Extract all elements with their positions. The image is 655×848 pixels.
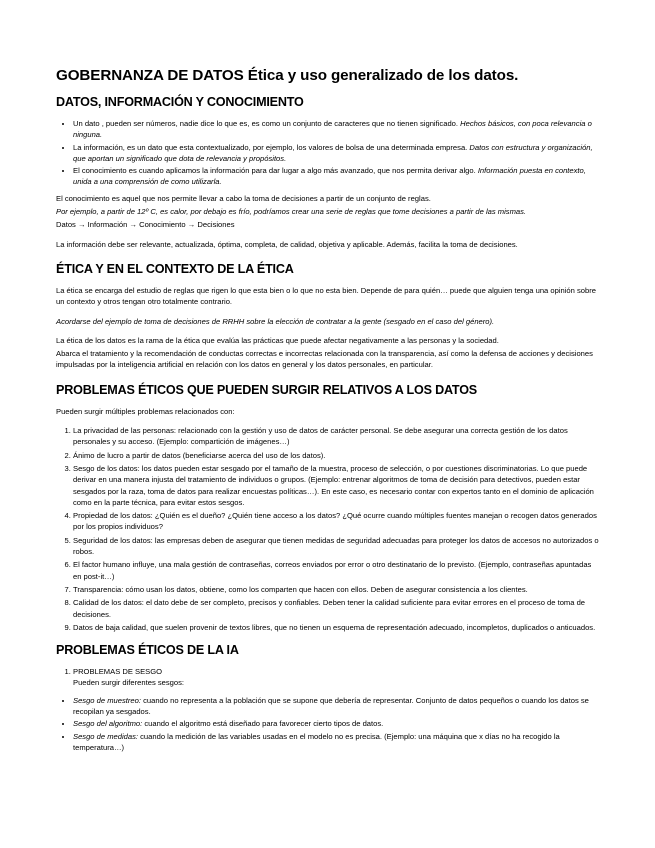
section-heading-problemas-ia: PROBLEMAS ÉTICOS DE LA IA	[56, 643, 239, 658]
section-heading-etica: ÉTICA Y EN EL CONTEXTO DE LA ÉTICA	[56, 261, 294, 276]
list-item: 2. Ánimo de lucro a partir de datos (beneficiarse acerca del uso de los datos).	[73, 450, 601, 461]
list-item: • El conocimiento es cuando aplicamos la información para dar lugar a algo más avanzado, que nos permita derivar algo. Información puesta en contexto, unida a una comprensión de como utilizarla.	[73, 165, 601, 188]
list-item-title: PROBLEMAS DE SESGO	[73, 667, 163, 677]
section-heading-datos: DATOS, INFORMACIÓN Y CONOCIMIENTO	[56, 95, 304, 109]
document-title: GOBERNANZA DE DATOS Ética y uso generalizado de los datos.	[56, 67, 519, 84]
paragraph: La ética se encarga del estudio de reglas que rigen lo que esta bien o lo que no esta bien. Depende de para quién… puede que alguien tenga una opinión sobre un contexto y otros tengan otro totalmente contrario.	[56, 285, 596, 307]
paragraph: Por ejemplo, a partir de 12º C, es calor, por debajo es frío, podríamos crear una serie de reglas que tome decisiones a partir de las mismas.	[56, 207, 527, 217]
paragraph: Datos → Información → Conocimiento → Decisiones	[56, 220, 235, 230]
list-item: • Sesgo de muestreo: cuando no representa a la población que se supone que debería de representar. Conjunto de datos pequeños o cuando los datos se recopilan ya sesgados.	[73, 695, 601, 718]
numbered-list-problemas	[56, 425, 601, 633]
document-page	[56, 66, 601, 758]
paragraph: La información debe ser relevante, actualizada, óptima, completa, de calidad, objetiva y aplicable. Además, facilita la toma de decisiones.	[56, 239, 518, 249]
list-item	[73, 666, 601, 689]
paragraph: Acordarse del ejemplo de toma de decisiones de RRHH sobre la elección de contratar a la gente (sesgado en el caso del género).	[56, 316, 495, 326]
list-item: 4. Propiedad de los datos: ¿Quién es el dueño? ¿Quién tiene acceso a los datos? ¿Qué ocurre cuando múltiples fuentes manejan o recogen datos generados por los propios individuos?	[73, 510, 601, 533]
section-heading-problemas-datos: PROBLEMAS ÉTICOS QUE PUEDEN SURGIR RELATIVOS A LOS DATOS	[56, 382, 477, 397]
list-item: 1. La privacidad de las personas: relacionado con la gestión y uso de datos de carácter personal. Se debe asegurar una correcta gestión de los datos personales y su acceso. (Ejemplo: compartición de imágenes…)	[73, 425, 601, 448]
list-item: 6. El factor humano influye, una mala gestión de contraseñas, correos enviados por error o otro destinatario de lo previsto. (Ejemplo, contraseñas apuntadas en post-it…)	[73, 559, 601, 582]
paragraph: El conocimiento es aquel que nos permite llevar a cabo la toma de decisiones a partir de un conjunto de reglas.	[56, 193, 431, 203]
list-item: 9. Datos de baja calidad, que suelen provenir de textos libres, que no tienen un esquema de representación adecuado, incompletos, duplicados o anticuados.	[73, 622, 601, 633]
list-item: 3. Sesgo de los datos: los datos pueden estar sesgado por el tamaño de la muestra, proceso de selección, o por cuestiones discriminatorias. Lo que puede derivar en una manera injusta del tratamiento de individuos o grupos. (Ejemplo: entrenar algoritmos de toma de decisión para detectivos, pueden estar sesgados por la raza, toma de datos para realizar encuestas políticas…). En este caso, es necesario contar con expertos tanto en el dominio de aplicación como en la parte técnica, para evitar estos sesgos.	[73, 463, 601, 508]
list-item: • Sesgo de medidas: cuando la medición de las variables usadas en el modelo no es precisa. (Ejemplo: una máquina que x días no ha recogido la temperatura…)	[73, 731, 601, 754]
paragraph: La ética de los datos es la rama de la ética que evalúa las prácticas que puede afectar negativamente a las personas y la sociedad.	[56, 335, 499, 345]
list-item: • La información, es un dato que esta contextualizado, por ejemplo, los valores de bolsa de una determinada empresa. Datos con estructura y organización, que aportan un significado que dota de relevancia y propósitos.	[73, 142, 601, 165]
bullet-list-datos	[56, 118, 601, 188]
list-item: • Un dato , pueden ser números, nadie dice lo que es, es como un conjunto de caracteres que no tienen significado. Hechos básicos, con poca relevancia o ninguna.	[73, 118, 601, 141]
bullet-list-sesgos	[56, 695, 601, 753]
paragraph: Pueden surgir múltiples problemas relacionados con:	[56, 406, 235, 416]
list-item: • Sesgo del algoritmo: cuando el algoritmo está diseñado para favorecer cierto tipos de datos.	[73, 718, 601, 729]
paragraph: Abarca el tratamiento y la recomendación de conductas correctas e incorrectas relacionada con la transparencia, así como la defensa de acciones y decisiones impulsadas por la inteligencia artificial en relación con los datos en general y los datos personales, en particular.	[56, 349, 593, 370]
numbered-list-ia	[56, 666, 601, 689]
list-item: 8. Calidad de los datos: el dato debe de ser completo, precisos y confiables. Deben tener la calidad suficiente para evitar errores en el proceso de toma de decisiones.	[73, 597, 601, 620]
list-item: 7. Transparencia: cómo usan los datos, obtiene, como los comparten que hacen con ellos. Deben de asegurar consistencia a los clientes.	[73, 584, 601, 595]
list-item: 5. Seguridad de los datos: las empresas deben de asegurar que tienen medidas de seguridad adecuadas para proteger los datos de accesos no autorizados o robos.	[73, 535, 601, 558]
list-item-subtitle: Pueden surgir diferentes sesgos:	[73, 678, 185, 688]
